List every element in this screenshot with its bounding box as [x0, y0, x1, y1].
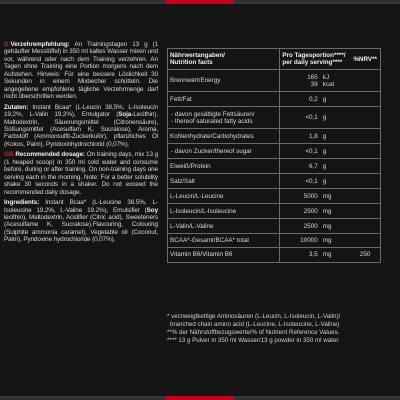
row-label: Fett/Fat [168, 92, 280, 107]
de-ingredients-text-b: -Lecithin), Maltodextrin, Säuerungsmittel (Citronensäure), Süßungsmittel (Acesulfam K, Sucralose), Aroma, Farbstoff (Ammonsulfit-Zuckerkulör), pflanzliches Öl (Kokos, Palm), Pyridoxinhydrochlorid (0,07%). [4, 111, 158, 148]
top-stripe-accent [166, 0, 234, 4]
row-nrv [348, 70, 380, 92]
row-value [280, 70, 320, 92]
table-row [168, 247, 380, 262]
row-value: 2500 [280, 204, 320, 219]
gb-usage-text: On training days, mix 13 g (1 heaped scoop) in 350 ml cold water and consume before, during or after training. On non-training days one serving each in the morning. Note: For a better solubility shake 30 seconds in a shaker. Do not exceed the recommended daily dosage. [4, 151, 158, 196]
de-ingredients-paragraph [4, 104, 158, 149]
de-usage-paragraph [4, 41, 158, 101]
row-unit [320, 70, 349, 92]
row-value: <0,1 [280, 144, 320, 159]
de-ingredients-label: Zutaten: [4, 103, 29, 111]
row-unit: mg [320, 219, 349, 234]
footnotes [167, 313, 381, 345]
top-stripe [0, 0, 400, 4]
energy-kj-unit: kJ [322, 73, 330, 81]
nutrition-table [167, 48, 381, 263]
row-nrv [348, 174, 380, 189]
footnote-line: * verzweigtkettige Aminosäuren (L-Leucin, L-Isoleucin, L-Valin)/ [167, 313, 341, 320]
row-label: Eiweiß/Protein [168, 159, 280, 174]
row-nrv [348, 92, 380, 107]
row-label-line2: - thereof saturated fatty acids [171, 117, 253, 125]
energy-kcal-value: 39 [310, 80, 318, 88]
table-row [168, 174, 380, 189]
header-daily-serving [280, 49, 349, 70]
table-row [168, 92, 380, 107]
header-col1-line1: Nährwertangaben/ [170, 52, 225, 59]
table-row [168, 189, 380, 204]
row-unit: g [320, 144, 349, 159]
header-nutrition-facts [168, 49, 280, 70]
gb-usage-paragraph [4, 151, 158, 196]
row-unit: mg [320, 204, 349, 219]
row-label: Salz/Salt [168, 174, 280, 189]
table-row [168, 204, 380, 219]
header-nrv: %NRV** [348, 49, 380, 70]
header-col2-line1: Pro Tagesportion****/ [282, 52, 346, 59]
row-value: 1,8 [280, 129, 320, 144]
row-nrv [348, 144, 380, 159]
table-header-row [168, 49, 380, 70]
gb-usage-label: Recommended dosage: [15, 151, 86, 159]
gb-allergen: Soy [146, 206, 158, 214]
row-nrv [348, 219, 380, 234]
row-label: L-Valin/L-Valine [168, 219, 280, 234]
row-unit: g [320, 174, 349, 189]
row-value: <0,1 [280, 174, 320, 189]
row-value: 0,2 [280, 92, 320, 107]
row-value: 2500 [280, 219, 320, 234]
row-label [168, 107, 280, 129]
footnote-line: branched chain amino acid (L-Leucine, L-Isoleucine, L-Valine) [170, 320, 340, 328]
row-nrv [348, 189, 380, 204]
bottom-stripe-accent [166, 396, 234, 400]
table-row [168, 107, 380, 129]
table-row [168, 159, 380, 174]
row-unit: g [320, 92, 349, 107]
de-flag: D [4, 41, 9, 48]
table-row [168, 70, 380, 92]
de-ingredients-text-a: Instant Bcaa* (L-Leucin 38,5%, L-Isoleucin 19,2%, L-Valin 19,2%), Emulgator ( [4, 103, 158, 119]
bottom-stripe [0, 396, 400, 400]
row-nrv: 250 [359, 251, 371, 259]
footnote-line: **% der Nährstoffbezugswerte/% of Nutrient Reference Values. [167, 328, 340, 336]
gb-ingredients-label: Ingredients: [4, 199, 40, 207]
row-unit: mg [322, 251, 332, 259]
row-nrv [348, 129, 380, 144]
row-label: L-Leucin/L-Leucine [168, 189, 280, 204]
row-nrv [348, 107, 380, 129]
row-unit: g [320, 159, 349, 174]
de-usage-text: An Trainingstagen 13 g (1 gehäufter Messlöffel) in 350 ml kaltes Wasser mixen und vor, während oder nach dem Training verzehren. An Tagen ohne Training eine Portion morgens nach dem Aufstehen. Hinweis: Für eine bessere Löslichkeit 30 Sekunden in einem Mixbecher schütteln. Die angegebene empfohlene tägliche Verzehrmenge darf nicht überschritten werden. [4, 41, 158, 101]
row-label: BCAA*-Gesamt/BCAA* total [168, 234, 280, 248]
table-row [168, 144, 380, 159]
row-unit: mg [320, 189, 349, 204]
usage-ingredients-column [4, 41, 158, 247]
row-value: 6,7 [280, 159, 320, 174]
table-row [168, 234, 380, 248]
row-unit: g [320, 107, 349, 129]
gb-flag: GB [4, 151, 14, 159]
gb-ingredients-text-a: Instant Bcaa* (L-Leucine 38.5%, L-Isoleucine 19.2%, L-Valine 19.2%), Emulsifier ( [4, 199, 158, 214]
row-value: <0,1 [280, 107, 320, 129]
header-col2-line2: per daily serving**** [282, 59, 343, 67]
row-label-line1: - davon gesättigte Fettsäuren/ [171, 110, 255, 118]
energy-kj-value: 165 [307, 73, 318, 81]
row-label: L-Isoleucin/L-Isoleucine [168, 204, 280, 219]
de-usage-label: Verzehrempfehlung: [10, 41, 70, 48]
row-label: Kohlenhydrate/Carbohydrates [168, 129, 280, 144]
footnote-line: **** 13 g Pulver in 350 ml Wasser/13 g powder in 350 ml water. [167, 336, 340, 344]
row-unit: g [320, 129, 349, 144]
row-label: - davon Zucker/thereof sugar [168, 144, 280, 159]
table-row [168, 219, 380, 234]
row-nrv [348, 234, 380, 248]
gb-ingredients-text-b: lecithin), Maltodextrin, Acidifier (Citric acid), Sweeteners (Acesulfame K, Sucralose),Flavouring, Colouring (Sulphite ammonia caramel), Vegetable oil (Coconut, Palm), Pyridoxine hydrochloride (0,07%). [4, 213, 158, 244]
table-row [168, 129, 380, 144]
row-value: 5000 [280, 189, 320, 204]
gb-ingredients-paragraph [4, 199, 158, 244]
row-value: 10000 [280, 234, 320, 248]
row-nrv [348, 159, 380, 174]
de-allergen: Soja [118, 111, 132, 119]
header-col1-line2: Nutrition facts [170, 59, 213, 67]
row-label: Brennwert/Energy [168, 70, 280, 92]
row-value: 3,5 [309, 251, 318, 259]
energy-kcal-unit: kcal [322, 80, 334, 88]
row-nrv [348, 204, 380, 219]
row-label: Vitamin B6/Vitamin B6 [168, 247, 280, 262]
row-unit: mg [320, 234, 349, 248]
